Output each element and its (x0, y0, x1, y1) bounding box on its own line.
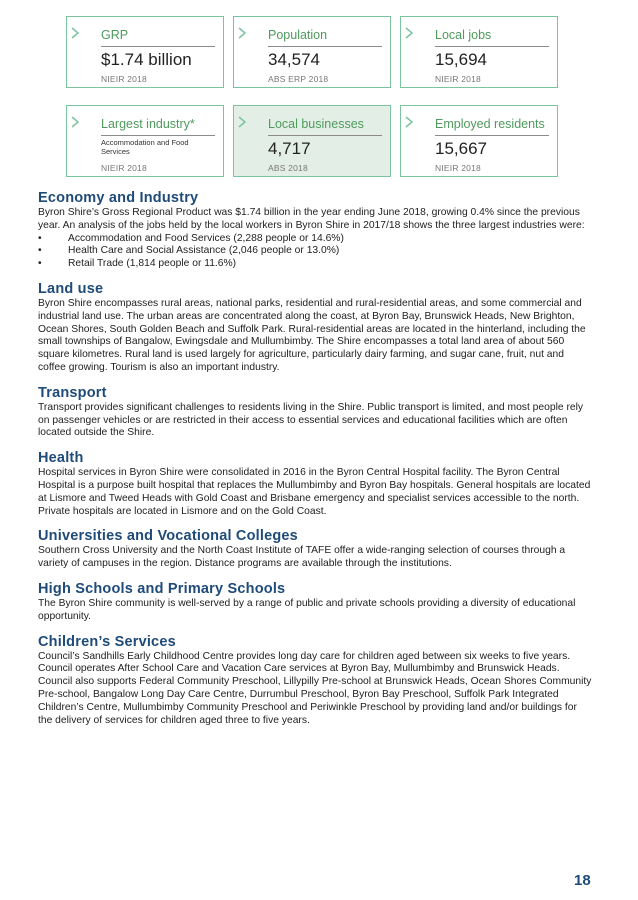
chevron-marker-icon (238, 27, 250, 39)
card-divider (101, 46, 215, 47)
key-statistics-panel (66, 16, 582, 176)
section-body: Byron Shire encompasses rural areas, national parks, residential and rural-residential areas, and some commercial and industrial land use. The urban areas are concentrated along the coast, at Byron Bay, Brunswick Heads, New Brighton, Ocean Shores, South Golden Beach and Suffolk Park. Rural-residential areas are located in the hinterland, including the small townships of Bangalow, Ewingsdale and Mullumbimby. The Shire encompasses a total land area of about 560 square kilometres. Rural land is used largely for agriculture, particularly dairy farming, and sugar cane, fruit, nut and coffee growing. Tourism is also an important industry. (38, 297, 586, 373)
section-heading: High Schools and Primary Schools (38, 580, 286, 597)
largest-industry-card (66, 105, 224, 177)
section-body: Transport provides significant challenges to residents living in the Shire. Public transport is limited, and most people rely on passenger vehicles or are restricted in their access to essential services and educational facilities which are often located outside the Shire. (38, 401, 584, 439)
chevron-marker-icon (405, 27, 417, 39)
section-body: Council’s Sandhills Early Childhood Centre provides long day care for children aged between six weeks to five years. Council operates After School Care and Vacation Care services at Byron Bay, Mullumbimby and Brunswick Heads. Council also supports Federal Community Preschool, Lillypilly Pre-school at Brunswick Heads, Ocean Shores Community Pre-school, Bangalow Long Day Care Centre, Durrumbul Preschool, Byron Bay Preschool, Suffolk Park Integrated Children’s Centre, Mullumbimby Community Preschool and Periwinkle Preschool by providing land and/or buildings for the delivery of services for children aged three to five years. (38, 650, 592, 726)
chevron-marker-icon (405, 116, 417, 128)
card-divider (268, 135, 382, 136)
card-title: Local jobs (435, 28, 492, 42)
page-number: 18 (574, 872, 591, 889)
economy-section (38, 189, 594, 271)
childrens-services-section (38, 633, 594, 728)
transport-section (38, 384, 594, 440)
card-title: Largest industry* (101, 117, 195, 131)
section-heading: Transport (38, 384, 107, 401)
card-title: GRP (101, 28, 129, 42)
land-use-section (38, 280, 594, 375)
card-source: NIEIR 2018 (101, 163, 147, 173)
card-value: 15,694 (435, 50, 487, 69)
bullet: • (38, 232, 42, 244)
page-body (38, 189, 594, 736)
card-source: ABS 2018 (268, 163, 308, 173)
grp-card (66, 16, 224, 88)
card-value: 34,574 (268, 50, 320, 69)
card-divider (435, 135, 549, 136)
schools-section (38, 580, 594, 624)
card-title: Employed residents (435, 117, 545, 131)
health-section (38, 449, 594, 518)
bullet: • (38, 258, 42, 270)
bullet: • (38, 245, 42, 257)
list-item: • Accommodation and Food Services (2,288 people or 14.6%) (38, 232, 344, 244)
card-source: ABS ERP 2018 (268, 74, 329, 84)
section-heading: Universities and Vocational Colleges (38, 528, 298, 545)
employed-residents-card (400, 105, 558, 177)
card-source: NIEIR 2018 (435, 163, 481, 173)
section-heading: Land use (38, 280, 104, 297)
section-body: Southern Cross University and the North Coast Institute of TAFE offer a wide-ranging selection of courses through a variety of campuses in the region. Distance programs are available through the institutions. (38, 545, 566, 570)
list-item: • Health Care and Social Assistance (2,046 people or 13.0%) (38, 245, 340, 257)
section-body: Hospital services in Byron Shire were consolidated in 2016 in the Byron Central Hospital facility. The Byron Central Hospital is a purpose built hospital that replaces the Mullumbimby and Byron Bay hospitals. General hospitals are located at Lismore and Tweed Heads with Gold Coast and Brisbane emergency and specialist services accessible to the north. Private hospitals are located in Lismore and on the Gold Coast. (38, 467, 591, 517)
card-subtitle: Accommodation and Food Services (101, 138, 189, 156)
card-value: $1.74 billion (101, 50, 192, 69)
section-heading: Health (38, 450, 84, 467)
card-divider (435, 46, 549, 47)
list-item: • Retail Trade (1,814 people or 11.6%) (38, 258, 237, 270)
card-divider (101, 135, 215, 136)
card-title: Local businesses (268, 117, 364, 131)
industry-list (38, 233, 594, 271)
section-body: The Byron Shire community is well-served by a range of public and private schools providing a diversity of educational opportunity. (38, 597, 576, 622)
card-value: 15,667 (435, 139, 487, 158)
population-card (233, 16, 391, 88)
chevron-marker-icon (238, 116, 250, 128)
section-heading: Children’s Services (38, 633, 176, 650)
chevron-marker-icon (71, 27, 83, 39)
local-businesses-card (233, 105, 391, 177)
card-value: 4,717 (268, 139, 311, 158)
card-divider (268, 46, 382, 47)
card-source: NIEIR 2018 (101, 74, 147, 84)
universities-section (38, 527, 594, 571)
card-source: NIEIR 2018 (435, 74, 481, 84)
section-heading: Economy and Industry (38, 190, 199, 206)
local-jobs-card (400, 16, 558, 88)
card-title: Population (268, 28, 328, 42)
section-body: Byron Shire’s Gross Regional Product was $1.74 billion in the year ending June 2018, growing 0.4% since the previous year. An analysis of the jobs held by the local workers in Byron Shire in 2017/18 shows the three largest industries were: (38, 207, 585, 231)
chevron-marker-icon (71, 116, 83, 128)
